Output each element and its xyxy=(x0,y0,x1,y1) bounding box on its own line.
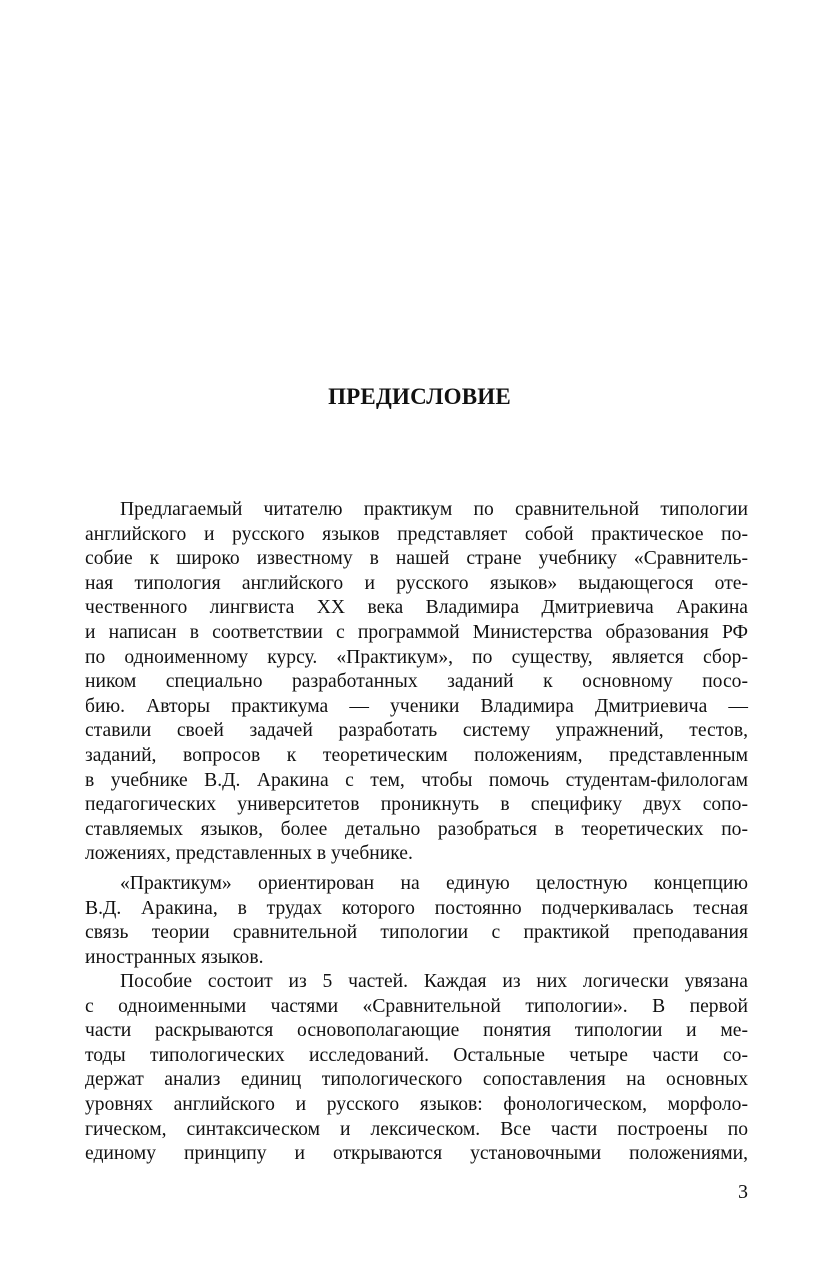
text-line: собие к широко известному в нашей стране учебнику «Сравнитель- xyxy=(85,548,748,570)
text-line: В.Д. Аракина, в трудах которого постоянно подчеркивалась тесная xyxy=(85,897,748,919)
paragraph-3 xyxy=(85,970,748,1167)
text-line: заданий, вопросов к теоретическим положениям, представленным xyxy=(85,744,748,766)
text-line: гическом, синтаксическом и лексическом. Все части построены по xyxy=(85,1118,748,1140)
text-line: бию. Авторы практикума — ученики Владимира Дмитриевича — xyxy=(85,695,748,717)
paragraph-2 xyxy=(85,872,748,970)
text-line: иностранных языков. xyxy=(85,946,264,968)
text-line: единому принципу и открываются установочными положениями, xyxy=(85,1143,748,1165)
text-line: «Практикум» ориентирован на единую целостную концепцию xyxy=(120,873,748,894)
text-line: по одноименному курсу. «Практикум», по существу, является сбор- xyxy=(85,646,748,668)
page-title: ПРЕДИСЛОВИЕ xyxy=(328,384,511,409)
text-line: с одноименными частями «Сравнительной типологии». В первой xyxy=(85,995,748,1017)
text-line: педагогических университетов проникнуть в специфику двух сопо- xyxy=(85,794,748,816)
text-line: ставляемых языков, более детально разобраться в теоретических по- xyxy=(85,818,748,840)
text-line: Пособие состоит из 5 частей. Каждая из них логически увязана xyxy=(120,971,748,992)
text-line: тоды типологических исследований. Остальные четыре части со- xyxy=(85,1044,748,1066)
text-line: ставили своей задачей разработать систему упражнений, тестов, xyxy=(85,720,748,742)
text-line: ложениях, представленных в учебнике. xyxy=(85,843,413,865)
paragraph-1 xyxy=(85,498,748,867)
text-line: держат анализ единиц типологического сопоставления на основных xyxy=(85,1069,748,1091)
text-line: в учебнике В.Д. Аракина с тем, чтобы помочь студентам-филологам xyxy=(85,769,748,791)
text-line: и написан в соответствии с программой Министерства образования РФ xyxy=(85,621,748,643)
text-line: связь теории сравнительной типологии с практикой преподавания xyxy=(85,922,748,944)
text-line: английского и русского языков представляет собой практическое по- xyxy=(85,523,748,545)
text-line: уровнях английского и русского языков: фонологическом, морфоло- xyxy=(85,1093,748,1115)
text-line: части раскрываются основополагающие понятия типологии и ме- xyxy=(85,1020,748,1042)
text-line: Предлагаемый читателю практикум по сравнительной типологии xyxy=(120,499,748,520)
page-number: 3 xyxy=(738,1181,748,1203)
text-line: ником специально разработанных заданий к основному посо- xyxy=(85,671,748,693)
text-line: ная типология английского и русского языков» выдающегося оте- xyxy=(85,572,748,594)
text-line: чественного лингвиста XX века Владимира Дмитриевича Аракина xyxy=(85,597,748,619)
